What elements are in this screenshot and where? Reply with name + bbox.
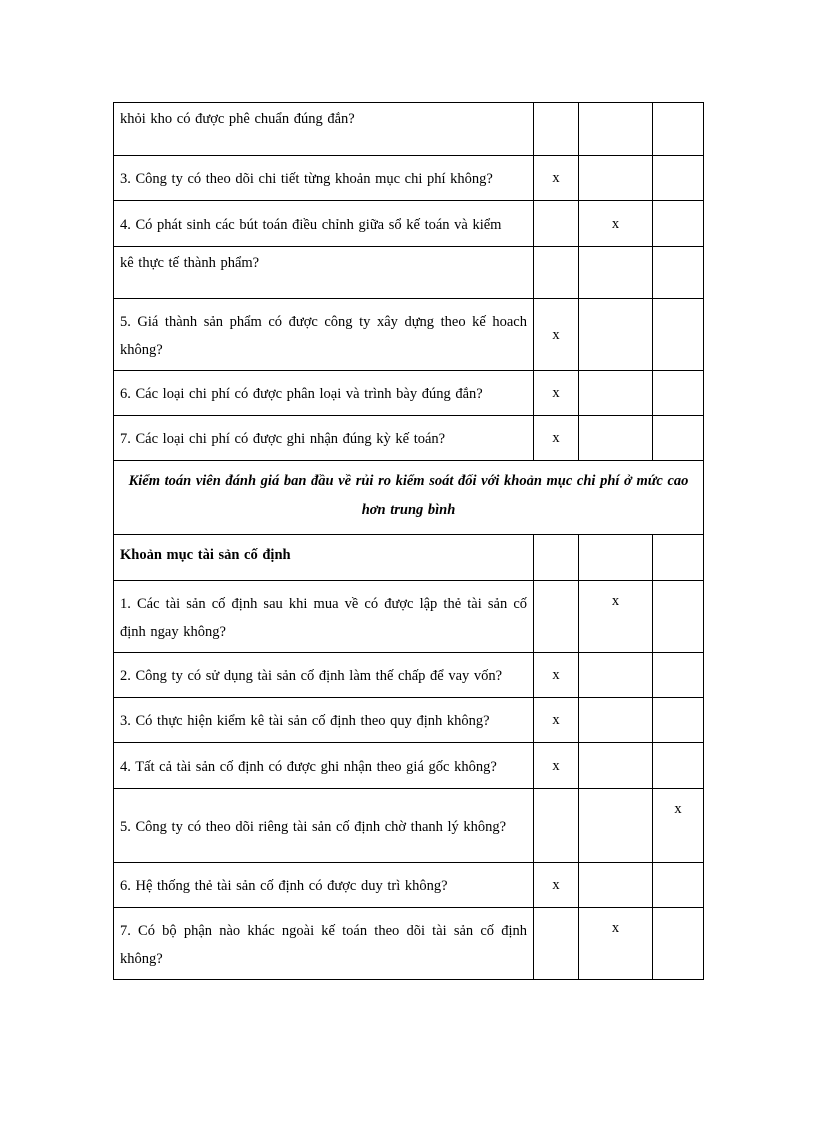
table-row bbox=[114, 461, 704, 535]
table-row bbox=[114, 103, 704, 156]
table-row bbox=[114, 201, 704, 247]
no-cell bbox=[579, 743, 653, 789]
table-row bbox=[114, 743, 704, 789]
na-cell bbox=[653, 103, 704, 156]
no-cell bbox=[579, 103, 653, 156]
table-row bbox=[114, 535, 704, 581]
na-cell bbox=[653, 908, 704, 980]
yes-cell bbox=[534, 103, 579, 156]
na-cell bbox=[653, 535, 704, 581]
yes-cell bbox=[534, 201, 579, 247]
yes-cell: x bbox=[534, 416, 579, 461]
question-cell: 7. Có bộ phận nào khác ngoài kế toán theo dõi tài sản cố định không? bbox=[114, 908, 534, 980]
na-cell bbox=[653, 416, 704, 461]
table-row bbox=[114, 789, 704, 863]
na-cell bbox=[653, 743, 704, 789]
table-row bbox=[114, 653, 704, 698]
question-cell: 5. Giá thành sản phẩm có được công ty xây dựng theo kế hoach không? bbox=[114, 299, 534, 371]
no-cell bbox=[579, 416, 653, 461]
no-cell bbox=[579, 653, 653, 698]
no-cell bbox=[579, 156, 653, 201]
na-cell bbox=[653, 247, 704, 299]
yes-cell: x bbox=[534, 743, 579, 789]
no-cell bbox=[579, 789, 653, 863]
no-cell bbox=[579, 371, 653, 416]
question-cell: 1. Các tài sản cố định sau khi mua về có được lập thẻ tài sản cố định ngay không? bbox=[114, 581, 534, 653]
na-cell bbox=[653, 653, 704, 698]
audit-checklist-table bbox=[113, 102, 704, 980]
question-cell: 3. Có thực hiện kiểm kê tài sản cố định theo quy định không? bbox=[114, 698, 534, 743]
question-cell: khỏi kho có được phê chuẩn đúng đắn? bbox=[114, 103, 534, 156]
yes-cell: x bbox=[534, 371, 579, 416]
question-cell: 7. Các loại chi phí có được ghi nhận đúng kỳ kế toán? bbox=[114, 416, 534, 461]
question-cell: 3. Công ty có theo dõi chi tiết từng khoản mục chi phí không? bbox=[114, 156, 534, 201]
na-cell bbox=[653, 698, 704, 743]
question-cell: 2. Công ty có sử dụng tài sản cố định làm thế chấp để vay vốn? bbox=[114, 653, 534, 698]
table-row bbox=[114, 698, 704, 743]
question-cell: 4. Tất cả tài sản cố định có được ghi nhận theo giá gốc không? bbox=[114, 743, 534, 789]
table-row bbox=[114, 299, 704, 371]
na-cell bbox=[653, 299, 704, 371]
no-cell bbox=[579, 863, 653, 908]
question-cell: 6. Các loại chi phí có được phân loại và trình bày đúng đắn? bbox=[114, 371, 534, 416]
yes-cell: x bbox=[534, 863, 579, 908]
no-cell: x bbox=[579, 201, 653, 247]
table-row bbox=[114, 863, 704, 908]
yes-cell bbox=[534, 581, 579, 653]
yes-cell bbox=[534, 789, 579, 863]
yes-cell bbox=[534, 908, 579, 980]
no-cell: x bbox=[579, 581, 653, 653]
document-page bbox=[113, 102, 703, 980]
yes-cell bbox=[534, 535, 579, 581]
conclusion-cell: Kiểm toán viên đánh giá ban đầu về rủi ro kiểm soát đối với khoản mục chi phí ở mức cao hơn trung bình bbox=[114, 461, 704, 535]
no-cell bbox=[579, 535, 653, 581]
table-row bbox=[114, 908, 704, 980]
na-cell: x bbox=[653, 789, 704, 863]
section-title: Khoản mục tài sản cố định bbox=[114, 535, 534, 581]
na-cell bbox=[653, 156, 704, 201]
no-cell bbox=[579, 299, 653, 371]
yes-cell: x bbox=[534, 698, 579, 743]
no-cell: x bbox=[579, 908, 653, 980]
question-cell: 4. Có phát sinh các bút toán điều chỉnh giữa sổ kế toán và kiểm bbox=[114, 201, 534, 247]
yes-cell bbox=[534, 247, 579, 299]
yes-cell: x bbox=[534, 299, 579, 371]
na-cell bbox=[653, 863, 704, 908]
table-row bbox=[114, 416, 704, 461]
table-row bbox=[114, 156, 704, 201]
yes-cell: x bbox=[534, 156, 579, 201]
na-cell bbox=[653, 201, 704, 247]
question-cell: kê thực tế thành phẩm? bbox=[114, 247, 534, 299]
no-cell bbox=[579, 247, 653, 299]
na-cell bbox=[653, 371, 704, 416]
yes-cell: x bbox=[534, 653, 579, 698]
question-cell: 5. Công ty có theo dõi riêng tài sản cố định chờ thanh lý không? bbox=[114, 789, 534, 863]
table-row bbox=[114, 247, 704, 299]
question-cell: 6. Hệ thống thẻ tài sản cố định có được duy trì không? bbox=[114, 863, 534, 908]
table-row bbox=[114, 371, 704, 416]
table-row bbox=[114, 581, 704, 653]
no-cell bbox=[579, 698, 653, 743]
na-cell bbox=[653, 581, 704, 653]
